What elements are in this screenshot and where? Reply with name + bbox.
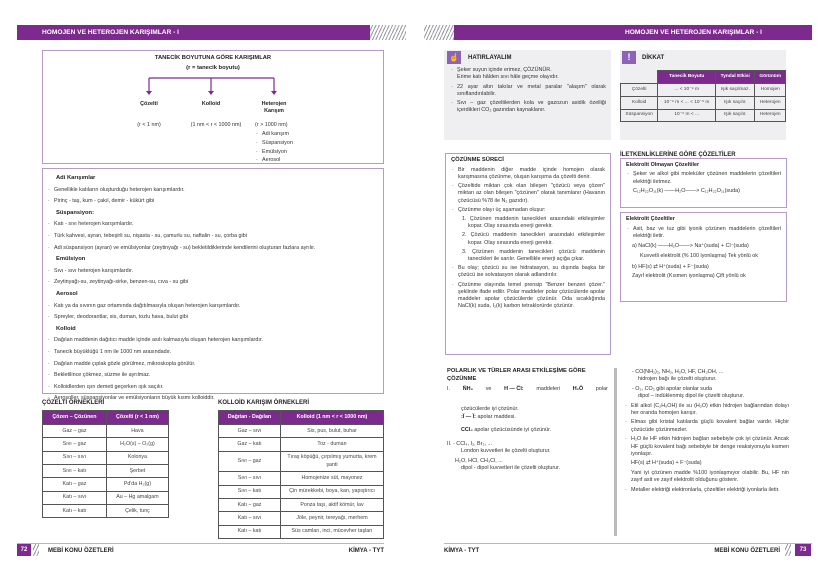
water-structure: H₂Ö: [572, 386, 584, 392]
exclamation-icon: !: [622, 51, 636, 64]
right-header-bar: [454, 25, 812, 40]
range-solution: (r < 1 nm): [137, 122, 161, 128]
section-item: · Aerosoller, süspansiyonlar ve emülsiyonların büyük kısmı kolloiddir.: [47, 393, 379, 405]
section-item: · Türk kahvesi, ayran, tebeşirli su, nişasta - su, çamurlu su, naftalin - su, çorba gibi: [47, 231, 379, 243]
footer-series: MEBİ KONU ÖZETLERİ: [48, 548, 114, 554]
section-item: · Zeytinyağı-su, zeytinyağı-sirke, benzen-su, cıva - su gibi: [47, 277, 379, 289]
list-item: · Etil alkol (C₂H₅OH) ile su (H₂O) etkin hidrojen bağlarından dolayı her oranda homojen karışır.: [624, 403, 789, 418]
list-item: · Metaller elektriği elektronlarla, çözeltiler elektriği iyonlarla iletir.: [624, 487, 789, 494]
text: maddeleri: [536, 386, 560, 392]
polarity-continued: [624, 369, 789, 494]
table-cell: 10⁻⁶ m < ...: [658, 109, 716, 122]
dissolution-title: ÇÖZÜNME SÜRECİ: [451, 157, 504, 163]
table-row: [219, 451, 384, 471]
table-row: [621, 97, 786, 110]
particle-size-diagram: [42, 50, 384, 164]
section-item: · Adi süspansiyon (ayran) ve emülsiyonlar (zeytinyağı - su) bekletildiklerinde kendilerini oluşturan fazlara ayrılır.: [47, 243, 379, 255]
table-row: [219, 498, 384, 511]
table-row: [43, 491, 169, 504]
table-row: [219, 472, 384, 485]
dissolution-step: 1. Çözünen maddenin tanecikleri arasındaki etkileşimler kopar. Olay sırasında enerji gerekir.: [462, 216, 605, 230]
table-cell: Toz - duman: [281, 438, 384, 451]
table-row: [43, 505, 169, 518]
dissolution-step: 3. Çözünen maddenin tanecikleri çözücü maddenin tanecikleri ile sarılır. Genellikle enerji açığa çıkar.: [462, 248, 605, 263]
page-number: 73: [795, 544, 811, 556]
table-row: [621, 109, 786, 122]
empty-header: [621, 71, 658, 84]
table-cell: Sıvı – gaz: [219, 451, 281, 471]
non-electrolyte-box: [620, 158, 787, 208]
section-item: · Tanecik büyüklüğü 1 nm ile 1000 nm arasındadır.: [47, 347, 379, 359]
table-cell: Gaz – sıvı: [219, 425, 281, 438]
table-row: [219, 425, 384, 438]
table-row: [219, 485, 384, 498]
footer-subject: KİMYA - TYT: [444, 548, 480, 554]
hetero-type: · Adi karışım: [255, 130, 293, 139]
footer-divider: [444, 543, 812, 544]
table-cell: Katı – gaz: [219, 498, 281, 511]
table-cell: Kolloid: [621, 97, 658, 110]
list-item: · H₂O ile HF etkin hidrojen bağları sebebiyle çok iyi çözünür. Ancak HF güçlü kovalent bağı sebebiyle bir denge reaksiyonuyla kısmen iyonlaşır.: [624, 436, 789, 458]
table-cell: Tıraş köpüğü, çırpılmış yumurta, krem şanti: [281, 451, 384, 471]
equation: b) HF(s) ⇄ H⁺(suda) + F⁻(suda): [632, 263, 709, 270]
table-cell: Çelik, tunç: [106, 505, 168, 518]
iodine-structure: :Ï — Ï:: [461, 413, 476, 420]
section-item: · Spreyler, deodorantlar, sis, duman, tozlu hava, bulut gibi: [47, 312, 379, 324]
section-item: · Katı ya da sıvının gaz ortamında dağıtılmasıyla oluşan heterojen karışımlardır.: [47, 301, 379, 313]
formula: H₂O, HCl, CH₃Cl, ...: [455, 457, 503, 464]
table-cell: Sıvı – gaz: [43, 438, 107, 451]
dissolution-box: [445, 153, 611, 355]
range-heterogeneous: (r > 1000 nm): [255, 122, 288, 128]
section-item: · Kolloidlerden ışın demeti geçerken ışık saçılır.: [47, 382, 379, 394]
hetero-type-list: [255, 130, 293, 165]
dissolution-list: [451, 167, 605, 311]
section-heading: Emülsiyon: [56, 256, 86, 263]
dissolution-item: · Çözünme olayında temel prensip "Benzer benzeri çözer." şeklinde ifade edilir. Polar maddeler polar çözücülerde apolar maddeler apolar çözücülerde çözünür. Oda sıcaklığında NaCl(k) suda, I₂(k) karbon tetraklorürde çözünür.: [451, 282, 605, 311]
diagram-title: TANECİK BOYUTUNA GÖRE KARIŞIMLAR: [154, 55, 272, 61]
table-cell: Heterojen: [755, 109, 786, 122]
table-row: [43, 438, 169, 451]
box-text: · Asit, baz ve tuz gibi iyonik çözünen maddelerin çözeltileri elektriği iletir.: [626, 226, 781, 241]
polarity-title: POLARLIK VE TÜRLER ARASI ETKİLEŞİME GÖRE ÇÖZÜNME: [447, 368, 586, 382]
hetero-type: · Emülsiyon: [255, 148, 293, 157]
col-header: Görünüm: [755, 71, 786, 84]
table-cell: Pd'da H₂(g): [106, 478, 168, 491]
dissolution-step: 2. Çözücü maddenin tanecikleri arasındaki etkileşimler kopar. Olay sırasında enerji gerekir.: [462, 232, 605, 246]
table-cell: Hava: [106, 425, 168, 438]
branch-colloid: Kolloid: [201, 101, 221, 107]
polarity-text: London kuvvetleri ile çözelti oluşturur.: [461, 448, 551, 454]
table-cell: Çözelti: [621, 84, 658, 97]
polarity-text: apolar maddesi.: [477, 413, 516, 420]
table-row: [621, 84, 786, 97]
col-header: Çözelti (r < 1 nm): [106, 411, 168, 425]
formula: CCl₄, I₂, Br₂, ...: [456, 440, 493, 447]
remember-item: · 22 ayar altın takılar ve metal paralar "alaşım" olarak sınıflandırılabilir.: [450, 84, 606, 99]
page-number: 72: [17, 544, 31, 556]
dissolution-item: · Çözeltide miktarı çok olan bileşen "çözücü veya çözen" miktarı az olan bileşen "çözünen" olarak tanımlanır (Havanın çözücüsü %78 ile N₂ gazıdır).: [451, 183, 605, 205]
mixture-types-box: [42, 168, 384, 402]
footer-divider: [17, 543, 384, 544]
table-row: [219, 438, 384, 451]
iodine-row: [447, 414, 612, 422]
text: hidrojen bağı ile çözelti oluşturur.: [638, 376, 717, 383]
text: dipol – indüklenmiş dipol ile çözelti oluşturur.: [638, 393, 745, 400]
list-item: · Elmas gibi kristal katılarda güçlü kovalent bağlar vardır. Hiçbir çözücüde çözünmezler.: [624, 419, 789, 434]
left-header-title: HOMOJEN VE HETEROJEN KARIŞIMLAR - I: [42, 29, 180, 36]
box-text: Kuvvetli elektrolit (% 100 iyonlaşma) Tek yönlü ok: [640, 253, 758, 259]
table-cell: Sıvı – katı: [219, 485, 281, 498]
col-header: Kolloid (1 nm < r < 1000 nm): [281, 411, 384, 425]
solution-table-title: ÇÖZELTİ ÖRNEKLERİ: [42, 400, 105, 406]
footer-series: MEBİ KONU ÖZETLERİ: [714, 548, 780, 554]
table-cell: Katı – sıvı: [43, 491, 107, 504]
conductivity-title: İLETKENLİKLERİNE GÖRE ÇÖZELTİLER: [620, 152, 736, 158]
polarity-text: dipol - dipol kuvvetleri ile çözelti oluşturur.: [461, 465, 561, 471]
table-cell: Gaz – gaz: [43, 425, 107, 438]
table-cell: Homojenize süt, mayonez: [281, 472, 384, 485]
table-cell: Homojen: [755, 84, 786, 97]
formula: - O₂, CO₂ gibi apolar olanlar suda: [632, 385, 712, 392]
section-item: · Dağılan madde çıplak gözle görülmez, mikroskopla görülür.: [47, 359, 379, 371]
colloid-examples-table: [218, 410, 384, 539]
section-item: · Genellikle katıların oluşturduğu heterojen karışımlardır.: [47, 185, 379, 197]
colloid-table-title: KOLLOİD KARIŞIM ÖRNEKLERİ: [218, 400, 309, 406]
ammonia-structure: N̈H₃: [462, 386, 473, 392]
table-cell: Sis, pus, bulut, buhar: [281, 425, 384, 438]
table-cell: Jöle, peynir, tereyağı, merhem: [281, 512, 384, 525]
table-row: [43, 465, 169, 478]
conjunction: ve: [485, 386, 492, 392]
remember-item: · Sıvı – gaz çözeltilerden kola ve gazozun asidik özelliği içerdikleri CO₂ gazından kaynaklanır.: [450, 100, 606, 115]
diagram-subtitle: (r = tanecik boyutu): [186, 65, 240, 71]
dissolution-item: · Çözünme olayı üç aşamadan oluşur:: [451, 207, 605, 214]
table-cell: Katı – katı: [219, 525, 281, 538]
table-row: [219, 512, 384, 525]
section-heading: Kolloid: [56, 325, 76, 332]
table-cell: Ponza taşı, aktif kömür, lav: [281, 498, 384, 511]
table-cell: Çin mürekkebi, boya, kan, yapıştırıcı: [281, 485, 384, 498]
remember-title: HATIRLAYALIM: [468, 55, 512, 61]
formula: - CO(NH₂)₂, NH₃, H₂O, HF, CH₃OH, ...: [632, 369, 724, 375]
text: polar: [595, 386, 608, 392]
item-label: II. -: [447, 440, 455, 447]
branch-solution: Çözelti: [140, 101, 158, 107]
table-cell: Heterojen: [755, 97, 786, 110]
polarity-text: çözücülerde iyi çözünür.: [461, 406, 519, 412]
polarity-section: [447, 368, 612, 473]
box-title: Elektrolit Olmayan Çözeltiler: [626, 162, 700, 168]
hand-pointer-icon: ☝: [447, 51, 461, 64]
polar-molecules-row: [447, 386, 612, 406]
equation: C₁₂H₂₂O₁₁(k) ——H₂O——> C₁₂H₂₂O₁₁(suda): [633, 187, 740, 194]
ccl4-structure: CCl₄: [461, 427, 473, 433]
header-hatch: [370, 25, 406, 40]
equation: a) NaCl(k) ——H₂O——> Na⁺(suda) + Cl⁻(suda): [632, 242, 749, 249]
right-header-title: HOMOJEN VE HETEROJEN KARIŞIMLAR - I: [624, 29, 762, 36]
section-heading: Adi Karışımlar: [56, 175, 96, 181]
remember-item: · Şeker suyun içinde erimez, ÇÖZÜNÜR.: [450, 67, 606, 74]
box-text: · Şeker ve alkol gibi moleküler çözünen maddelerin çözeltileri elektriği iletmez.: [626, 171, 781, 186]
branch-heterogeneous: Heterojen Karışım: [261, 101, 287, 115]
item-label: I.: [447, 386, 450, 392]
section-item: · Sıvı - sıvı heterojen karışımlardır.: [47, 266, 379, 278]
table-cell: Işık saçılır.: [716, 109, 755, 122]
attention-title: DİKKAT: [642, 55, 665, 61]
table-cell: Işık saçılmaz.: [716, 84, 755, 97]
footer-hatch: [785, 544, 791, 556]
electrolyte-box: [620, 212, 787, 302]
table-cell: Süspansiyon: [621, 109, 658, 122]
table-cell: Katı – katı: [43, 505, 107, 518]
table-row: [219, 525, 384, 538]
hcl-structure: H — C̈l:: [504, 386, 524, 392]
dissolution-item: · Bir maddenin diğer madde içinde homojen olarak karışmasına çözünme, oluşan karışıma da çözelti denir.: [451, 167, 605, 181]
hetero-type: · Süspansiyon: [255, 139, 293, 148]
footer-subject: KİMYA - TYT: [348, 548, 384, 554]
remember-list: [450, 67, 606, 115]
remember-item: Erime katı hâlden sıvı hâle geçme olayıdır.: [457, 74, 559, 81]
box-title: Elektrolit Çözeltiler: [626, 216, 675, 222]
remember-box: [444, 50, 611, 140]
equation: HF(s) ⇄ H⁺(suda) + F⁻(suda): [631, 460, 702, 467]
attention-table: [620, 70, 786, 122]
table-cell: Sıvı – sıvı: [43, 451, 107, 464]
table-row: [43, 451, 169, 464]
polarity-text: apolar çözücüsünde iyi çözünür.: [474, 427, 552, 433]
section-item: · Bekletilince çökmez, süzme ile ayrılmaz.: [47, 370, 379, 382]
solution-examples-table: [42, 410, 169, 518]
table-cell: Işık saçılır.: [716, 97, 755, 110]
box-text: Zayıf elektrolit (Kısmen iyonlaşma) Çift yönlü ok: [632, 273, 746, 279]
table-cell: ... < 10⁻⁹ m: [658, 84, 716, 97]
column-rule: [614, 368, 617, 536]
section-heading: Aerosol: [56, 290, 78, 297]
section-item: · Dağılan maddenin dağıtıcı madde içinde asılı kalmasıyla oluşan heterojen karışımlardır.: [47, 335, 379, 347]
table-cell: Gaz – katı: [219, 438, 281, 451]
ccl4-row: [447, 427, 612, 435]
left-header-bar: [17, 25, 402, 40]
col-header: Tyndal Etkisi: [716, 71, 755, 84]
range-colloid: (1 nm < r < 1000 nm): [190, 122, 242, 128]
table-cell: H₂O(s) – O₂(g): [106, 438, 168, 451]
col-header: Tanecik Boyutu: [658, 71, 716, 84]
item-ii-row: [447, 441, 612, 449]
table-cell: Katı – sıvı: [219, 512, 281, 525]
section-item: · Pirinç - taş, kum - çakıl, demir - kükürt gibi: [47, 196, 379, 208]
header-hatch: [424, 25, 454, 40]
col-header: Dağıtan - Dağılan: [219, 411, 281, 425]
table-cell: Sıvı – sıvı: [219, 472, 281, 485]
text: Yani iyi çözünen madde %100 iyonlaşmıyor olabilir. Bu, HF nin zayıf asit ve zayıf elektrolit olduğunu gösterir.: [631, 469, 789, 484]
section-item: · Katı - sıvı heterojen karışımlardır.: [47, 219, 379, 231]
table-cell: 10⁻⁹ m < ... < 10⁻⁶ m: [658, 97, 716, 110]
hetero-type: · Aerosol: [255, 156, 293, 165]
col-header: Çözen – Çözünen: [43, 411, 107, 425]
table-cell: Sıvı – katı: [43, 465, 107, 478]
table-cell: Süs camları, inci, mücevher taşları: [281, 525, 384, 538]
table-cell: Şerbet: [106, 465, 168, 478]
dissolution-item: · Bu olay; çözücü su ise hidratasyon, su dışında başka bir çözücü ise solvatasyon olarak adlandırılır.: [451, 265, 605, 279]
table-row: [43, 478, 169, 491]
table-row: [43, 425, 169, 438]
footer-hatch: [33, 544, 39, 556]
table-cell: Kolonya: [106, 451, 168, 464]
table-cell: Katı – gaz: [43, 478, 107, 491]
table-cell: Au – Hg amalgam: [106, 491, 168, 504]
section-heading: Süspansiyon:: [56, 209, 95, 216]
